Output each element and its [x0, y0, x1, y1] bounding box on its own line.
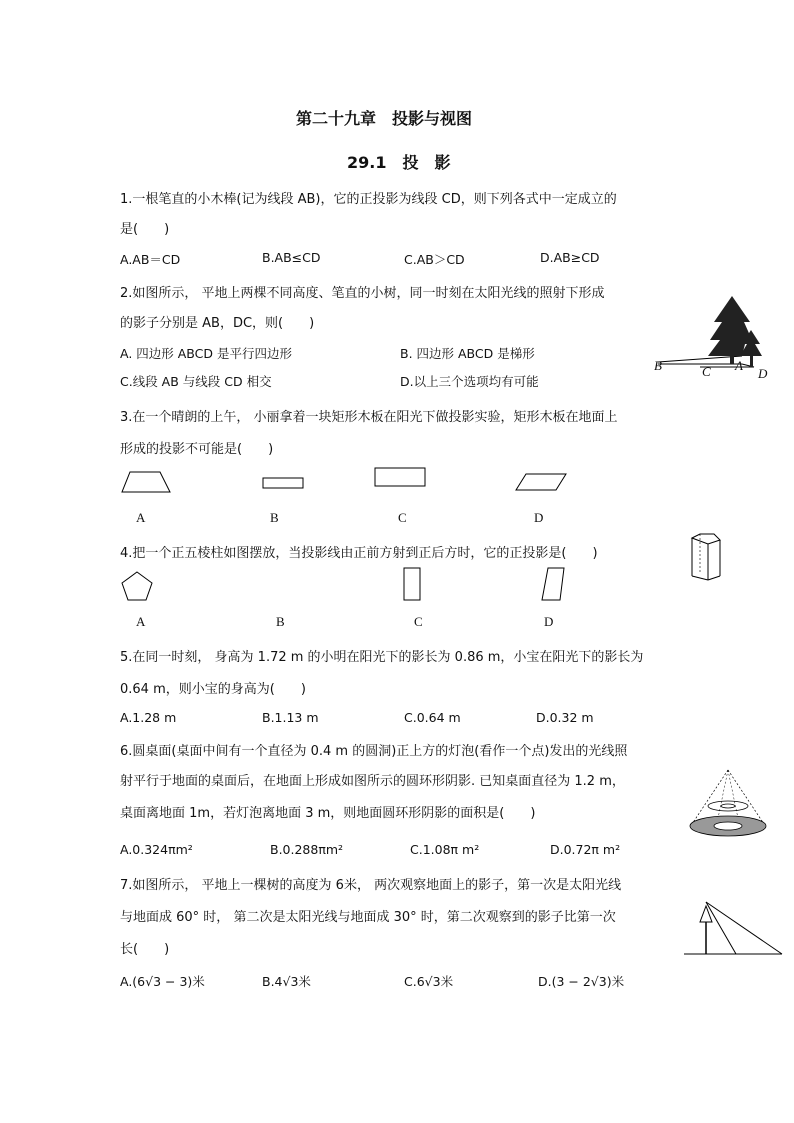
q3-shape-a-trapezoid: [120, 470, 180, 496]
q6-line3: 桌面离地面 1m，若灯泡离地面 3 m，则地面圆环形阴影的面积是( ): [120, 806, 536, 821]
q3-label-a: A: [136, 510, 146, 525]
q5-line1: 5.在同一时刻， 身高为 1.72 m 的小明在阳光下的影长为 0.86 m，小宝在阳光下的影长为: [120, 650, 644, 665]
q1-line2: 是( ): [120, 222, 170, 237]
q1-option-d: D.AB≥CD: [540, 250, 600, 265]
q4-shape-d-parallelogram: [540, 566, 568, 604]
q3-line1: 3.在一个晴朗的上午， 小丽拿着一块矩形木板在阳光下做投影实验，矩形木板在地面上: [120, 410, 618, 425]
q2-option-a: A. 四边形 ABCD 是平行四边形: [120, 346, 292, 361]
q2-fig-label-b: B: [654, 358, 662, 373]
q6-lamp-table-figure: [686, 768, 770, 840]
q6-option-c: C.1.08π m²: [410, 842, 480, 857]
q5-option-d: D.0.32 m: [536, 710, 594, 725]
q4-label-c: C: [414, 614, 423, 629]
q7-line3: 长( ): [120, 942, 170, 957]
q2-fig-label-a: A: [735, 358, 743, 373]
q3-label-d: D: [534, 510, 544, 525]
q4-label-a: A: [136, 614, 146, 629]
q7-option-b: B.4√3米: [262, 974, 311, 989]
q5-option-b: B.1.13 m: [262, 710, 319, 725]
q4-line1: 4.把一个正五棱柱如图摆放，当投影线由正前方射到正后方时，它的正投影是( ): [120, 546, 598, 561]
q3-line2: 形成的投影不可能是( ): [120, 442, 274, 457]
q4-shape-a-pentagon: [120, 570, 156, 604]
q1-option-b: B.AB≤CD: [262, 250, 321, 265]
q3-shape-c-rectangle: [374, 466, 428, 490]
q2-line2: 的影子分别是 AB，DC，则( ): [120, 316, 315, 331]
q1-option-c: C.AB＞CD: [404, 252, 465, 267]
q4-shape-c-rectangle: [402, 566, 424, 604]
chapter-title: 第二十九章 投影与视图: [296, 109, 473, 128]
q2-option-d: D.以上三个选项均有可能: [400, 374, 539, 389]
q7-line1: 7.如图所示， 平地上一棵树的高度为 6米， 两次观察地面上的影子，第一次是太阳光线: [120, 878, 622, 893]
q2-fig-label-c: C: [702, 364, 711, 379]
q7-option-a: A.(6√3 − 3)米: [120, 974, 205, 989]
q4-label-b: B: [276, 614, 285, 629]
q6-option-a: A.0.324πm²: [120, 842, 193, 857]
q1-option-a: A.AB＝CD: [120, 252, 181, 267]
q3-label-b: B: [270, 510, 279, 525]
q5-option-c: C.0.64 m: [404, 710, 461, 725]
q7-tree-shadow-figure: [684, 896, 784, 958]
q3-shape-b-rectangle: [262, 476, 306, 492]
q3-label-c: C: [398, 510, 407, 525]
q7-line2: 与地面成 60° 时， 第二次是太阳光线与地面成 30° 时，第二次观察到的影子比第一次: [120, 910, 616, 925]
q3-shape-d-parallelogram: [514, 472, 570, 494]
q2-line1: 2.如图所示， 平地上两棵不同高度、笔直的小树，同一时刻在太阳光线的照射下形成: [120, 286, 605, 301]
q2-fig-label-d: D: [758, 366, 768, 381]
q2-option-c: C.线段 AB 与线段 CD 相交: [120, 374, 272, 389]
q1-line1: 1.一根笔直的小木棒(记为线段 AB)，它的正投影为线段 CD，则下列各式中一定成立的: [120, 192, 617, 207]
q4-pentagonal-prism-figure: [686, 532, 726, 584]
q6-line1: 6.圆桌面(桌面中间有一个直径为 0.4 m 的圆洞)正上方的灯泡(看作一个点)发出的光线照: [120, 744, 628, 759]
q5-option-a: A.1.28 m: [120, 710, 177, 725]
q7-option-d: D.(3 − 2√3)米: [538, 974, 625, 989]
q4-label-d: D: [544, 614, 554, 629]
section-title: 29.1 投 影: [347, 153, 451, 172]
q6-option-b: B.0.288πm²: [270, 842, 344, 857]
q5-line2: 0.64 m，则小宝的身高为( ): [120, 682, 306, 697]
q7-option-c: C.6√3米: [404, 974, 454, 989]
q6-line2: 射平行于地面的桌面后，在地面上形成如图所示的圆环形阴影. 已知桌面直径为 1.2 m，: [120, 774, 625, 789]
q2-option-b: B. 四边形 ABCD 是梯形: [400, 346, 535, 361]
q6-option-d: D.0.72π m²: [550, 842, 621, 857]
